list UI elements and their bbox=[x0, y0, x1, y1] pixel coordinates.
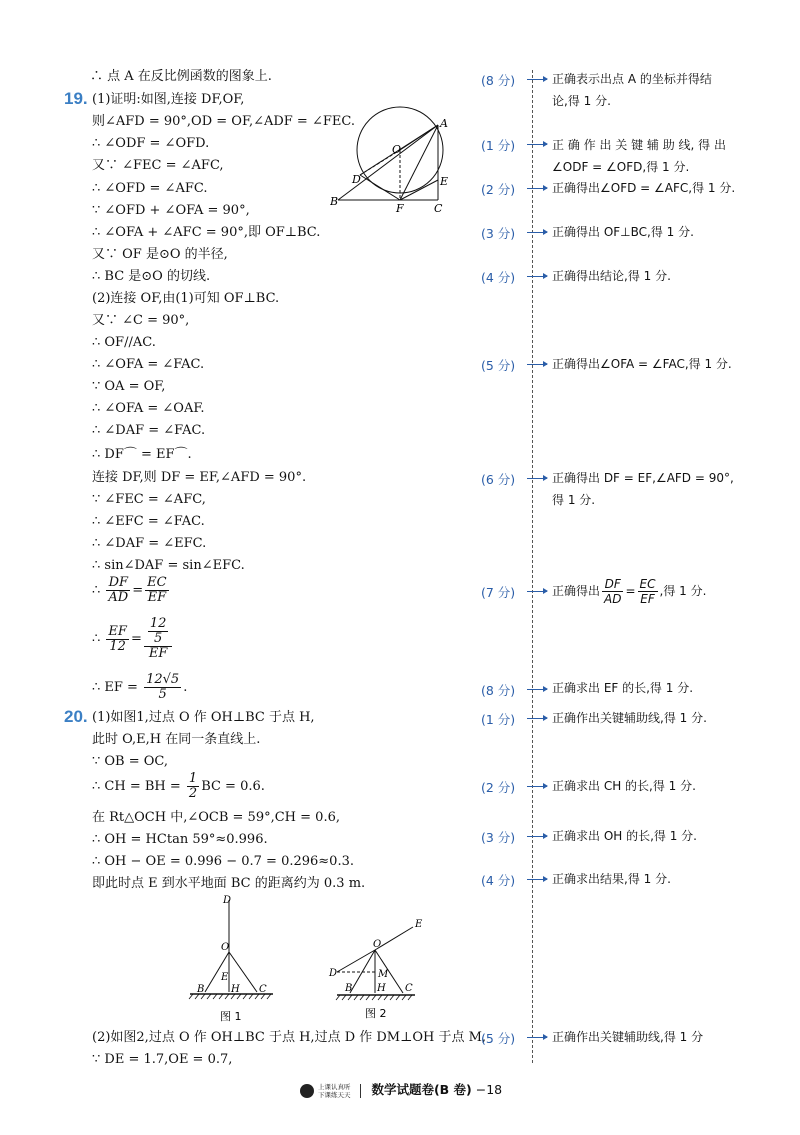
solution-line-fraction: ∴ EF = $\frac{12√5}{5}$ . bbox=[92, 672, 188, 702]
grading-note: 正确求出 CH 的长,得 1 分. bbox=[552, 779, 696, 793]
score-marker: (2 分) bbox=[481, 780, 516, 795]
grading-note: 正确求出结果,得 1 分. bbox=[552, 872, 671, 886]
solution-line: ∵ OA = OF, bbox=[92, 379, 166, 394]
grading-note: 正确得出 DF = EF,∠AFD = 90°, bbox=[552, 471, 734, 485]
solution-line: 又∵ OF 是⊙O 的半径, bbox=[92, 247, 228, 262]
page-number: −18 bbox=[475, 1082, 503, 1097]
point-label: B bbox=[330, 195, 339, 208]
arrow-icon bbox=[527, 879, 547, 880]
solution-line: ∴ ∠OFD = ∠AFC. bbox=[92, 181, 208, 196]
point-label: C bbox=[259, 984, 267, 995]
grading-note: 正确作出关键辅助线,得 1 分. bbox=[552, 711, 707, 725]
point-label: D bbox=[352, 173, 361, 186]
question-number: 19. bbox=[64, 89, 88, 108]
solution-line: ∵ ∠OFD + ∠OFA = 90°, bbox=[92, 203, 250, 218]
solution-line: ∴ 点 A 在反比例函数的图象上. bbox=[90, 69, 272, 84]
solution-line: (2)连接 OF,由(1)可知 OF⊥BC. bbox=[92, 291, 280, 306]
point-label: A bbox=[440, 117, 448, 130]
score-marker: (8 分) bbox=[481, 683, 516, 698]
arrow-icon bbox=[527, 786, 547, 787]
grading-note: 正 确 作 出 关 键 辅 助 线, 得 出 bbox=[552, 138, 726, 152]
solution-line-fraction: ∴ CH = BH = $\frac{1}{2}$ BC = 0.6. bbox=[92, 771, 265, 801]
solution-line: ∴ ∠DAF = ∠FAC. bbox=[92, 423, 206, 438]
solution-line: ∴ ∠OFA + ∠AFC = 90°,即 OF⊥BC. bbox=[92, 225, 321, 240]
point-label: O bbox=[221, 942, 230, 953]
solution-line: 又∵ ∠FEC = ∠AFC, bbox=[92, 158, 224, 173]
solution-line: 又∵ ∠C = 90°, bbox=[92, 313, 190, 328]
grading-note: 论,得 1 分. bbox=[552, 94, 611, 108]
point-label: C bbox=[434, 202, 443, 215]
score-marker: (3 分) bbox=[481, 226, 516, 241]
solution-line: ∴ sin∠DAF = sin∠EFC. bbox=[92, 558, 245, 573]
arrow-icon bbox=[527, 188, 547, 189]
solution-line: ∴ OF//AC. bbox=[92, 335, 156, 350]
solution-line: ∴ OH = HCtan 59°≈0.996. bbox=[92, 832, 268, 847]
score-marker: (5 分) bbox=[481, 1031, 516, 1046]
point-label: B bbox=[197, 984, 205, 995]
grading-note: 正确得出 OF⊥BC,得 1 分. bbox=[552, 225, 694, 239]
solution-line: ∴ BC 是⊙O 的切线. bbox=[92, 269, 211, 284]
solution-line: ∴ ∠DAF = ∠EFC. bbox=[92, 536, 207, 551]
score-marker: (4 分) bbox=[481, 270, 516, 285]
point-label: B bbox=[345, 983, 353, 994]
mascot-logo-icon bbox=[300, 1084, 314, 1098]
point-label: C bbox=[405, 983, 413, 994]
score-marker: (3 分) bbox=[481, 830, 516, 845]
grading-note: 正确表示出点 A 的坐标并得结 bbox=[552, 72, 712, 86]
score-marker: (6 分) bbox=[481, 472, 516, 487]
point-label: H bbox=[231, 984, 240, 995]
arrow-icon bbox=[527, 478, 547, 479]
point-label: O bbox=[392, 143, 402, 156]
solution-line-fraction: ∴ $\frac{DF}{AD}$ = $\frac{EC}{EF}$ bbox=[92, 575, 167, 605]
solution-line: ∴ ∠ODF = ∠OFD. bbox=[92, 136, 210, 151]
solution-line: ∵ ∠FEC = ∠AFC, bbox=[92, 492, 206, 507]
solution-line: 连接 DF,则 DF = EF,∠AFD = 90°. bbox=[92, 470, 307, 485]
solution-line-fraction: ∴ $\frac{EF}{12}$ = 12 5 EF bbox=[92, 617, 174, 662]
arrow-icon bbox=[527, 1037, 547, 1038]
arrow-icon bbox=[527, 689, 547, 690]
arrow-icon bbox=[527, 232, 547, 233]
arrow-icon bbox=[527, 836, 547, 837]
solution-line: 即此时点 E 到水平地面 BC 的距离约为 0.3 m. bbox=[92, 876, 366, 891]
circle-figure bbox=[330, 105, 460, 215]
grading-note: ∠ODF = ∠OFD,得 1 分. bbox=[552, 160, 690, 174]
solution-line: ∵ OB = OC, bbox=[92, 754, 169, 769]
margin-divider bbox=[532, 70, 533, 1063]
solution-line: ∴ DF⌒ = EF⌒. bbox=[92, 447, 192, 462]
solution-line: ∴ ∠OFA = ∠FAC. bbox=[92, 357, 205, 372]
figure-caption: 图 2 bbox=[365, 1007, 387, 1020]
solution-line: ∴ OH − OE = 0.996 − 0.7 = 0.296≈0.3. bbox=[92, 854, 354, 869]
figure-caption: 图 1 bbox=[220, 1010, 242, 1023]
point-label: E bbox=[415, 919, 423, 930]
question-number: 20. bbox=[64, 707, 88, 726]
arrow-icon bbox=[527, 718, 547, 719]
arrow-icon bbox=[527, 591, 547, 592]
score-marker: (5 分) bbox=[481, 358, 516, 373]
point-label: E bbox=[440, 175, 449, 188]
point-label: D bbox=[329, 968, 338, 979]
page-footer bbox=[300, 1080, 502, 1099]
solution-line: (1)如图1,过点 O 作 OH⊥BC 于点 H, bbox=[92, 710, 315, 725]
brand-logo: 上课认真听 下课练天天 bbox=[317, 1082, 351, 1099]
solution-line: ∴ ∠OFA = ∠OAF. bbox=[92, 401, 205, 416]
solution-line: ∴ ∠EFC = ∠FAC. bbox=[92, 514, 205, 529]
point-label: E bbox=[221, 972, 229, 983]
arrow-icon bbox=[527, 144, 547, 145]
point-label: H bbox=[377, 983, 386, 994]
grading-note: 正确作出关键辅助线,得 1 分 bbox=[552, 1030, 704, 1044]
point-label: F bbox=[396, 202, 404, 215]
solution-line: ∵ DE = 1.7,OE = 0.7, bbox=[92, 1052, 233, 1067]
arrow-icon bbox=[527, 364, 547, 365]
grading-note: 正确得出∠OFD = ∠AFC,得 1 分. bbox=[552, 181, 736, 195]
solution-line: 在 Rt△OCH 中,∠OCB = 59°,CH = 0.6, bbox=[92, 810, 340, 825]
point-label: M bbox=[378, 969, 389, 980]
score-marker: (1 分) bbox=[481, 138, 516, 153]
grading-note: 正确得出结论,得 1 分. bbox=[552, 269, 671, 283]
point-label: D bbox=[223, 895, 232, 906]
score-marker: (1 分) bbox=[481, 712, 516, 727]
grading-note: 正确得出 $\frac{DF}{AD}$ = $\frac{EC}{EF}$ ,得 1 分. bbox=[552, 577, 707, 606]
score-marker: (4 分) bbox=[481, 873, 516, 888]
solution-line: 此时 O,E,H 在同一条直线上. bbox=[92, 732, 261, 747]
grading-note: 正确得出∠OFA = ∠FAC,得 1 分. bbox=[552, 357, 732, 371]
footer-title: 数学试题卷(B 卷) bbox=[371, 1082, 472, 1097]
grading-note: 正确求出 OH 的长,得 1 分. bbox=[552, 829, 697, 843]
solution-line: 则∠AFD = 90°,OD = OF,∠ADF = ∠FEC. bbox=[92, 114, 355, 129]
score-marker: (7 分) bbox=[481, 585, 516, 600]
point-label: O bbox=[373, 939, 382, 950]
figure-2 bbox=[325, 915, 425, 1025]
grading-note: 得 1 分. bbox=[552, 493, 596, 507]
solution-line: (2)如图2,过点 O 作 OH⊥BC 于点 H,过点 D 作 DM⊥OH 于点 M, bbox=[92, 1030, 487, 1045]
arrow-icon bbox=[527, 79, 547, 80]
grading-note: 正确求出 EF 的长,得 1 分. bbox=[552, 681, 694, 695]
figure-1 bbox=[185, 892, 285, 1027]
arrow-icon bbox=[527, 276, 547, 277]
solution-line: (1)证明:如图,连接 DF,OF, bbox=[92, 92, 245, 107]
score-marker: (2 分) bbox=[481, 182, 516, 197]
score-marker: (8 分) bbox=[481, 73, 516, 88]
